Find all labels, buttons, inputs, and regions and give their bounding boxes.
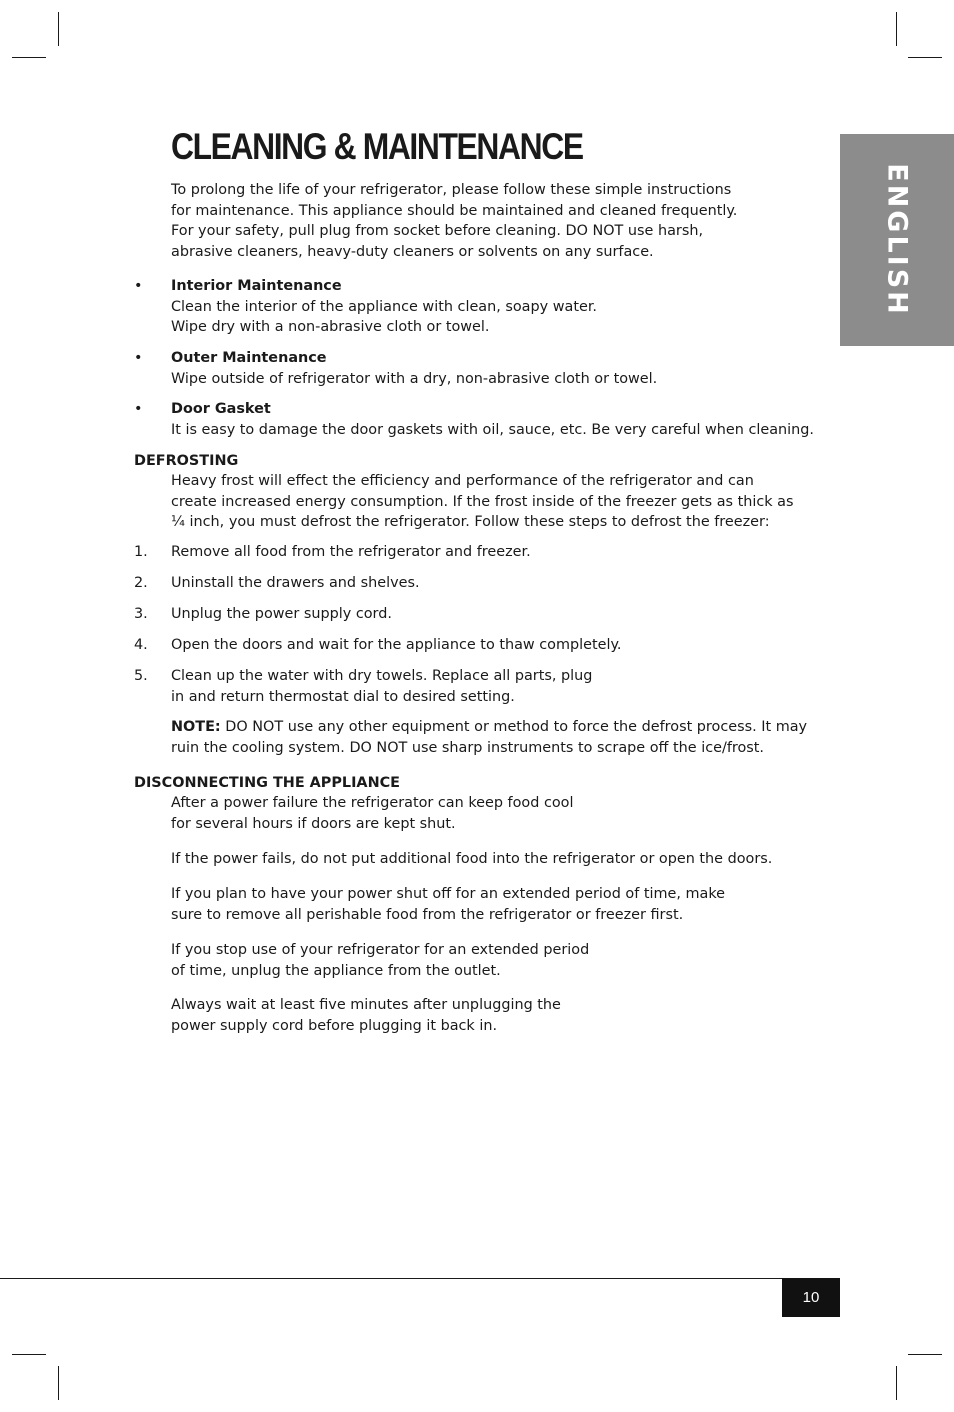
footer-rule	[0, 1278, 783, 1279]
language-tab-label: ENGLISH	[881, 163, 913, 317]
paragraph-line: sure to remove all perishable food from the refrigerator or freezer first.	[171, 906, 684, 923]
paragraph-line: If the power fails, do not put additional food into the refrigerator or open the doors.	[171, 851, 773, 867]
crop-mark	[58, 12, 59, 46]
intro-line: abrasive cleaners, heavy-duty cleaners or solvents on any surface.	[171, 243, 654, 260]
step-text: Open the doors and wait for the appliance to thaw completely.	[171, 637, 622, 653]
step-number: 3.	[134, 606, 148, 622]
crop-mark	[908, 57, 942, 58]
step-number: 5.	[134, 668, 148, 684]
intro-line: for maintenance. This appliance should be maintained and cleaned frequently.	[171, 202, 738, 219]
note-text: DO NOT use any other equipment or method to force the defrost process. It may	[220, 719, 808, 735]
defrosting-paragraph	[171, 471, 794, 533]
step-number: 4.	[134, 637, 148, 653]
bullet-marker: •	[134, 350, 143, 366]
crop-mark	[58, 1366, 59, 1400]
bullet-outer-maintenance	[171, 348, 657, 389]
defrosting-line: create increased energy consumption. If the frost inside of the freezer gets as thick as	[171, 493, 794, 510]
disconnecting-heading: DISCONNECTING THE APPLIANCE	[134, 775, 401, 791]
step-number: 1.	[134, 544, 148, 560]
paragraph-line: If you plan to have your power shut off for an extended period of time, make	[171, 886, 726, 902]
note-label: NOTE:	[171, 719, 221, 735]
crop-mark	[12, 1354, 46, 1355]
bullet-line: Clean the interior of the appliance with clean, soapy water.	[171, 298, 597, 315]
paragraph-line: After a power failure the refrigerator can keep food cool	[171, 795, 574, 811]
disconnecting-paragraph	[171, 793, 573, 834]
step-text	[171, 666, 592, 707]
bullet-line: Wipe outside of refrigerator with a dry, non-abrasive cloth or towel.	[171, 370, 658, 387]
disconnecting-paragraph	[171, 884, 725, 925]
note-text: ruin the cooling system. DO NOT use sharp instruments to scrape off the ice/frost.	[171, 739, 765, 756]
step-line: in and return thermostat dial to desired setting.	[171, 688, 515, 705]
bullet-line: Wipe dry with a non-abrasive cloth or towel.	[171, 319, 490, 336]
defrost-note	[171, 717, 807, 758]
defrosting-line: Heavy frost will effect the efficiency and performance of the refrigerator and can	[171, 473, 754, 489]
step-number: 2.	[134, 575, 148, 591]
paragraph-line: of time, unplug the appliance from the outlet.	[171, 962, 501, 979]
paragraph-line: power supply cord before plugging it back in.	[171, 1017, 498, 1034]
bullet-heading: Interior Maintenance	[171, 278, 342, 294]
defrosting-line: ¼ inch, you must defrost the refrigerator. Follow these steps to defrost the freezer:	[171, 514, 770, 531]
intro-line: To prolong the life of your refrigerator, please follow these simple instructions	[171, 182, 732, 198]
step-text: Uninstall the drawers and shelves.	[171, 575, 420, 591]
crop-mark	[908, 1354, 942, 1355]
bullet-marker: •	[134, 278, 143, 294]
bullet-line: It is easy to damage the door gaskets with oil, sauce, etc. Be very careful when cleaning.	[171, 421, 814, 438]
disconnecting-paragraph	[171, 940, 589, 981]
step-line: Clean up the water with dry towels. Replace all parts, plug	[171, 668, 593, 684]
bullet-interior-maintenance	[171, 276, 597, 338]
disconnecting-paragraph	[171, 995, 561, 1036]
paragraph-line: Always wait at least five minutes after unplugging the	[171, 997, 561, 1013]
defrosting-heading: DEFROSTING	[134, 453, 239, 469]
crop-mark	[896, 12, 897, 46]
step-text: Unplug the power supply cord.	[171, 606, 392, 622]
intro-line: For your safety, pull plug from socket before cleaning. DO NOT use harsh,	[171, 223, 704, 240]
intro-paragraph	[171, 180, 737, 262]
crop-mark	[896, 1366, 897, 1400]
disconnecting-paragraph	[171, 849, 772, 870]
page-number: 10	[782, 1278, 840, 1317]
bullet-door-gasket	[171, 399, 814, 440]
paragraph-line: for several hours if doors are kept shut.	[171, 815, 456, 832]
language-tab	[840, 134, 954, 346]
bullet-marker: •	[134, 401, 143, 417]
page-title: CLEANING & MAINTENANCE	[171, 126, 583, 167]
bullet-heading: Outer Maintenance	[171, 350, 327, 366]
step-text: Remove all food from the refrigerator and freezer.	[171, 544, 531, 560]
paragraph-line: If you stop use of your refrigerator for an extended period	[171, 942, 590, 958]
bullet-heading: Door Gasket	[171, 401, 271, 417]
crop-mark	[12, 57, 46, 58]
